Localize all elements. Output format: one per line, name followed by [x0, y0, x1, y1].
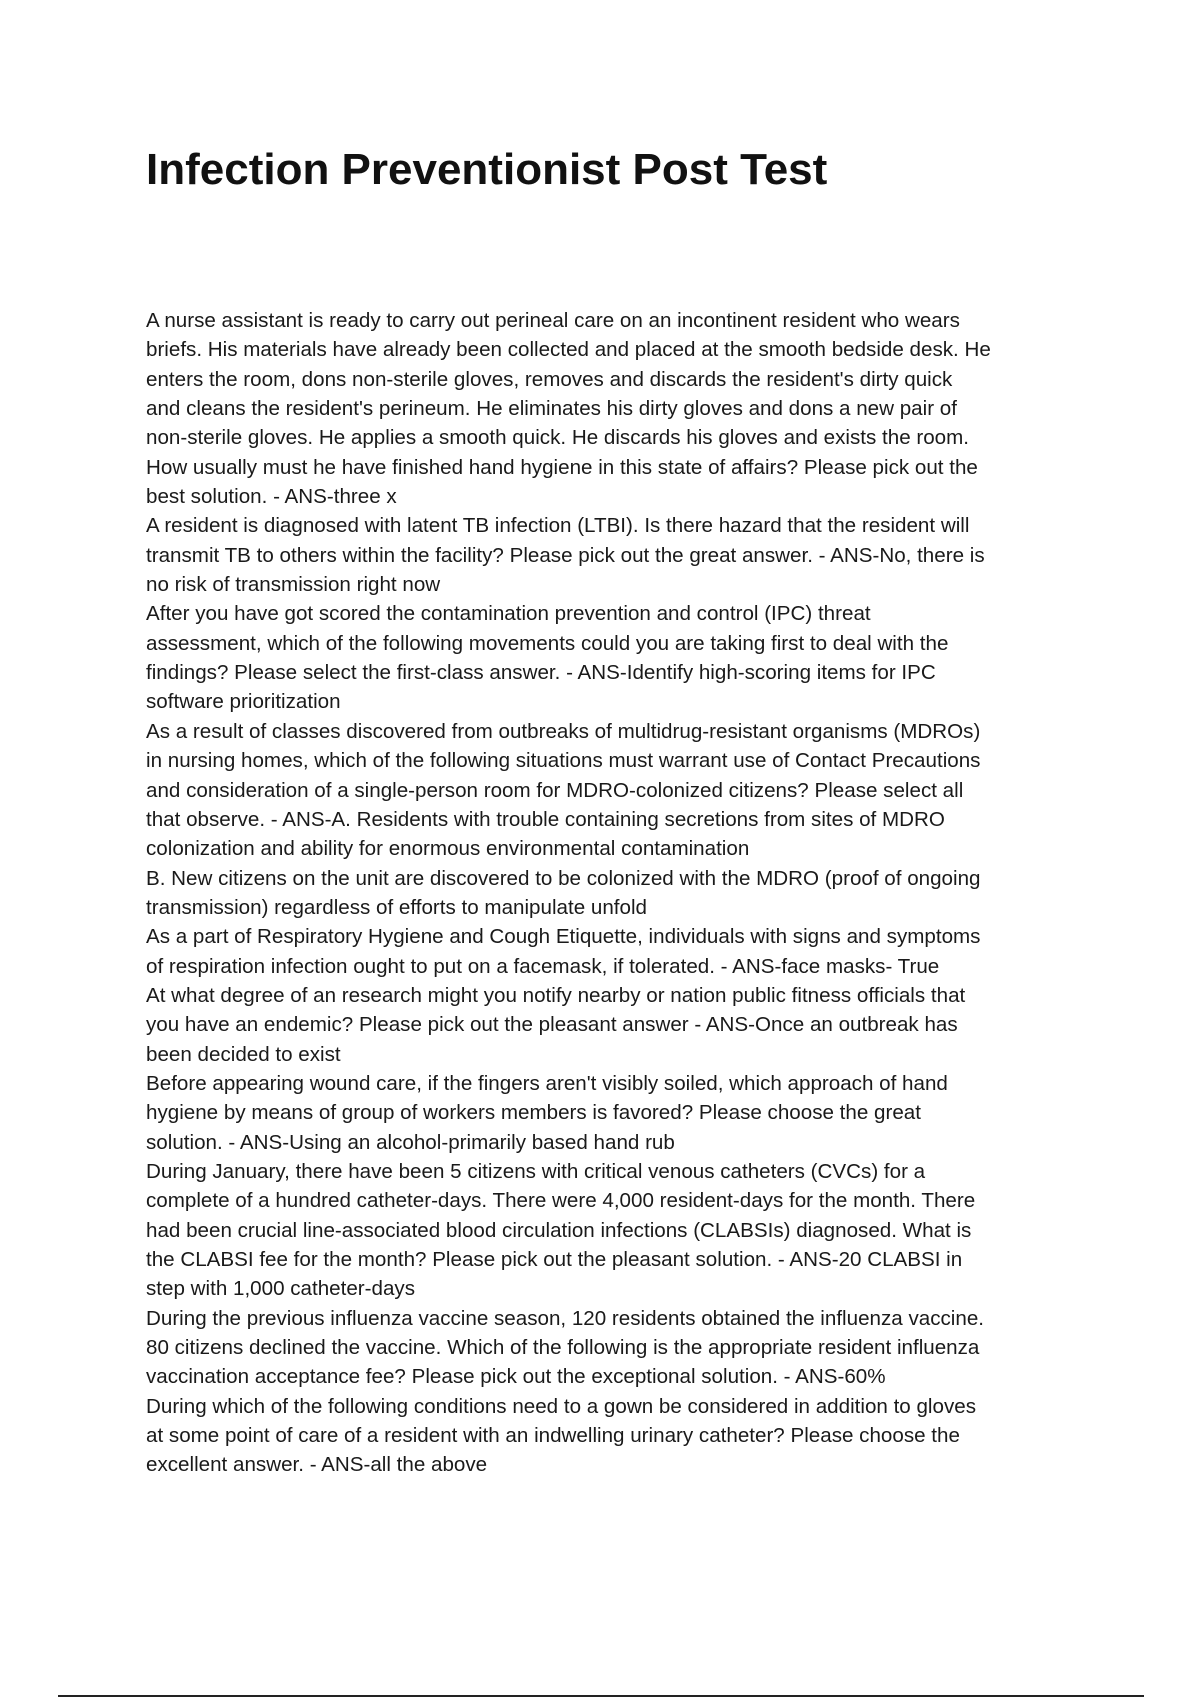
text-line: solution. - ANS-Using an alcohol-primarily based hand rub — [146, 1130, 675, 1154]
text-line: you have an endemic? Please pick out the pleasant answer - ANS-Once an outbreak has — [146, 1013, 958, 1037]
text-line: assessment, which of the following movements could you are taking first to deal with the — [146, 631, 949, 655]
text-line: 80 citizens declined the vaccine. Which of the following is the appropriate resident influenza — [146, 1336, 980, 1360]
text-line: Before appearing wound care, if the fingers aren't visibly soiled, which approach of hand — [146, 1071, 948, 1095]
text-line: How usually must he have finished hand hygiene in this state of affairs? Please pick out the — [146, 455, 978, 479]
text-line: As a part of Respiratory Hygiene and Cough Etiquette, individuals with signs and symptoms — [146, 925, 981, 949]
text-line: A resident is diagnosed with latent TB infection (LTBI). Is there hazard that the resident will — [146, 514, 970, 538]
document-title: Infection Preventionist Post Test — [146, 145, 828, 194]
text-line: enters the room, dons non-sterile gloves, removes and discards the resident's dirty quick — [146, 367, 953, 391]
text-line: no risk of transmission right now — [146, 573, 441, 597]
text-line: During the previous influenza vaccine season, 120 residents obtained the influenza vaccine. — [146, 1306, 985, 1330]
text-line: briefs. His materials have already been collected and placed at the smooth bedside desk. He — [146, 338, 991, 362]
text-line: in nursing homes, which of the following situations must warrant use of Contact Precautions — [146, 749, 981, 773]
text-line: software prioritization — [146, 690, 341, 714]
text-line: A nurse assistant is ready to carry out perineal care on an incontinent resident who wears — [146, 309, 960, 332]
text-line: findings? Please select the first-class answer. - ANS-Identify high-scoring items for IPC — [146, 661, 936, 685]
text-line: best solution. - ANS-three x — [146, 485, 397, 509]
text-line: complete of a hundred catheter-days. There were 4,000 resident-days for the month. There — [146, 1189, 976, 1213]
text-line: hygiene by means of group of workers members is favored? Please choose the great — [146, 1101, 921, 1125]
text-line: transmit TB to others within the facility? Please pick out the great answer. - ANS-No, there is — [146, 543, 985, 567]
document-body — [146, 306, 1066, 1480]
text-line: During January, there have been 5 citizens with critical venous catheters (CVCs) for a — [146, 1159, 926, 1183]
text-line: During which of the following conditions need to a gown be considered in addition to gloves — [146, 1394, 977, 1418]
text-line: of respiration infection ought to put on a facemask, if tolerated. - ANS-face masks- True — [146, 954, 940, 978]
text-line: step with 1,000 catheter-days — [146, 1277, 416, 1301]
text-line: vaccination acceptance fee? Please pick out the exceptional solution. - ANS-60% — [146, 1365, 886, 1389]
text-line: transmission) regardless of efforts to manipulate unfold — [146, 895, 647, 919]
text-line: at some point of care of a resident with an indwelling urinary catheter? Please choose the — [146, 1424, 960, 1448]
text-line: After you have got scored the contamination prevention and control (IPC) threat — [146, 602, 871, 626]
text-line: and consideration of a single-person room for MDRO-colonized citizens? Please select all — [146, 778, 964, 802]
text-line: B. New citizens on the unit are discovered to be colonized with the MDRO (proof of ongoing — [146, 866, 981, 890]
text-line: had been crucial line-associated blood circulation infections (CLABSIs) diagnosed. What is — [146, 1218, 972, 1242]
text-line: colonization and ability for enormous environmental contamination — [146, 837, 750, 861]
footer-divider — [58, 1695, 1144, 1697]
text-line: As a result of classes discovered from outbreaks of multidrug-resistant organisms (MDROs) — [146, 719, 981, 743]
text-line: the CLABSI fee for the month? Please pick out the pleasant solution. - ANS-20 CLABSI in — [146, 1248, 963, 1271]
text-line: non-sterile gloves. He applies a smooth quick. He discards his gloves and exists the room. — [146, 426, 970, 450]
text-line: been decided to exist — [146, 1042, 341, 1066]
text-line: that observe. - ANS-A. Residents with trouble containing secretions from sites of MDRO — [146, 807, 945, 831]
text-line: At what degree of an research might you notify nearby or nation public fitness officials that — [146, 983, 966, 1007]
text-line: and cleans the resident's perineum. He eliminates his dirty gloves and dons a new pair of — [146, 397, 957, 421]
text-line: excellent answer. - ANS-all the above — [146, 1453, 488, 1477]
